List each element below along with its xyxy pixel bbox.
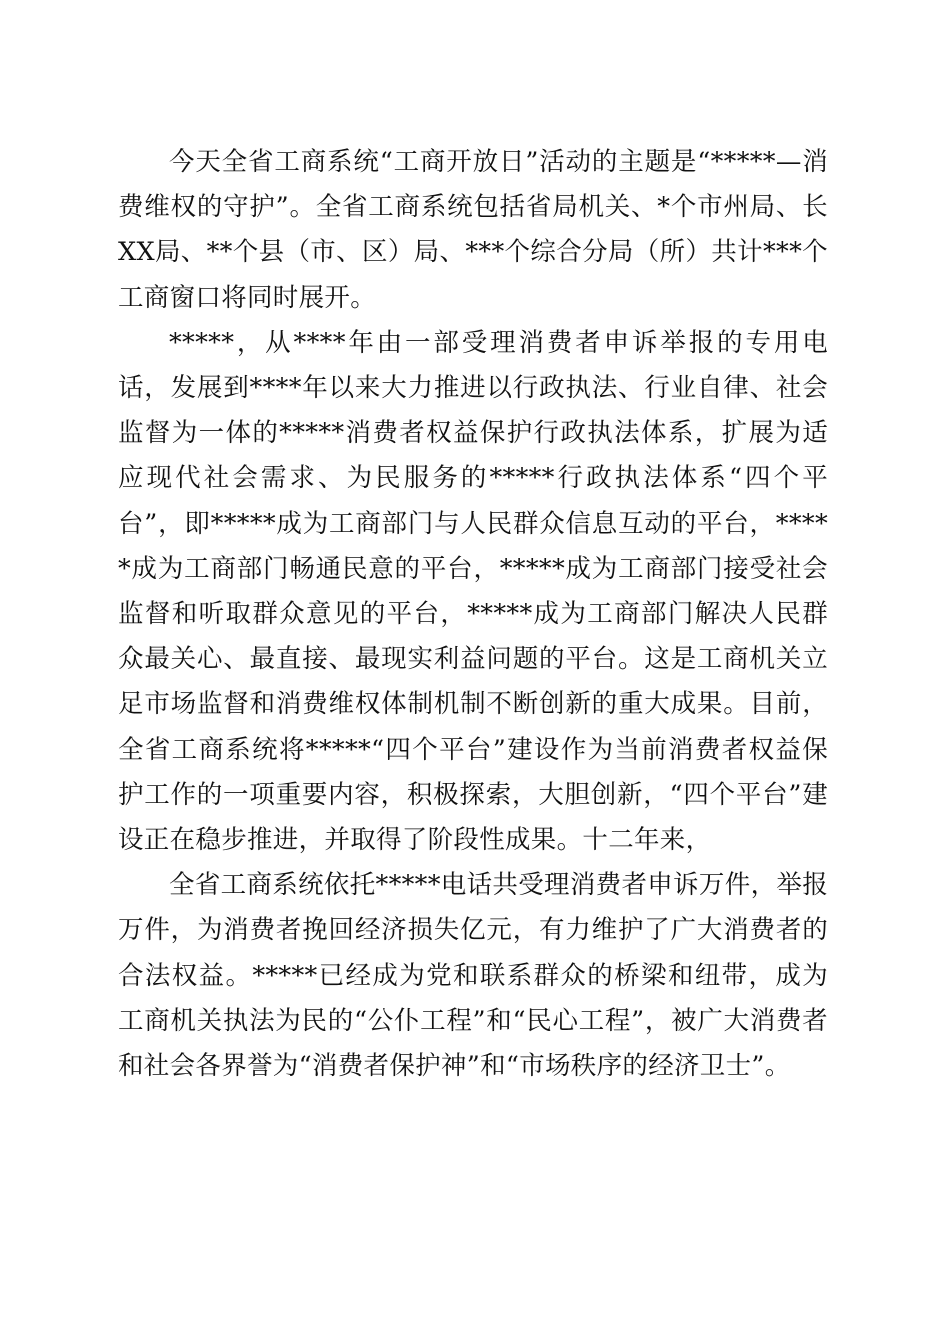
document-body [118,140,828,1089]
paragraph-platforms: *****，从****年由一部受理消费者申诉举报的专用电话，发展到****年以来大力推进以行政执法、行业自律、社会监督为一体的*****消费者权益保护行政执法体系，扩展为适应现代社会需求、为民服务的*****行政执法体系“四个平台”，即*****成为工商部门与人民群众信息互动的平台，*****成为工商部门畅通民意的平台，*****成为工商部门接受社会监督和听取群众意见的平台，*****成为工商部门解决人民群众最关心、最直接、最现实利益问题的平台。这是工商机关立足市场监督和消费维权体制机制不断创新的重大成果。目前，全省工商系统将*****“四个平台”建设作为当前消费者权益保护工作的一项重要内容，积极探索，大胆创新，“四个平台”建设正在稳步推进，并取得了阶段性成果。十二年来， [118,327,828,856]
paragraph-results: 全省工商系统依托*****电话共受理消费者申诉万件，举报万件，为消费者挽回经济损失亿元，有力维护了广大消费者的合法权益。*****已经成为党和联系群众的桥梁和纽带，成为工商机关执法为民的“公仆工程”和“民心工程”，被广大消费者和社会各界誉为“消费者保护神”和“市场秩序的经济卫士”。 [118,870,828,1082]
paragraph-theme: 今天全省工商系统“工商开放日”活动的主题是“*****—消费维权的守护”。全省工商系统包括省局机关、*个市州局、长XX局、**个县（市、区）局、***个综合分局（所）共计***个工商窗口将同时展开。 [118,147,828,313]
